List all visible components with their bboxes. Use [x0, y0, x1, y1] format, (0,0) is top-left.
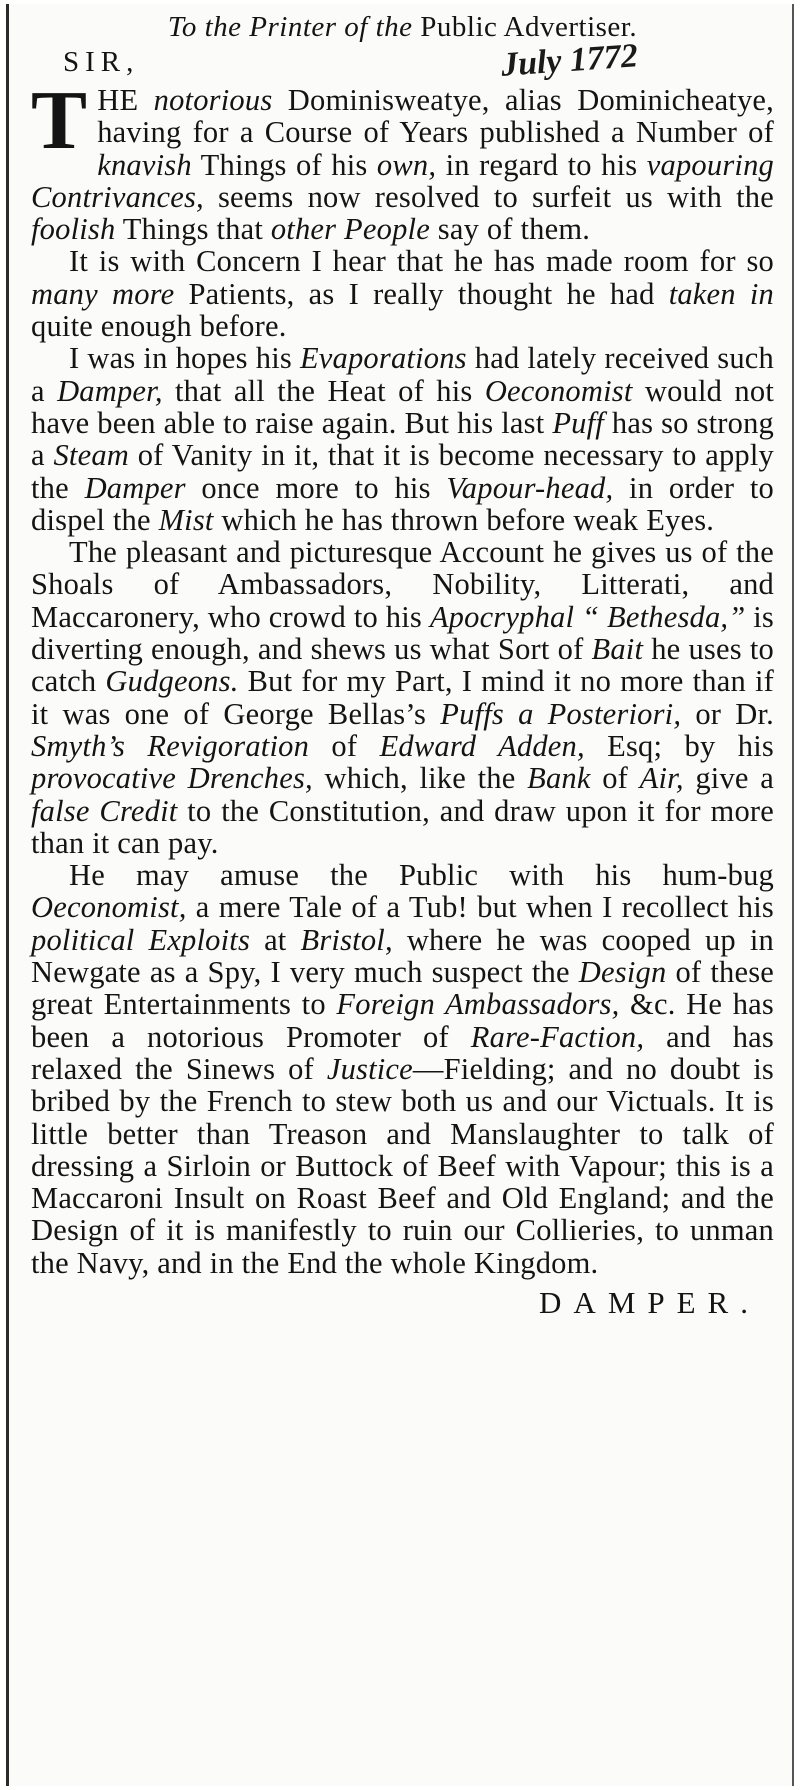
- text-run: seems now resolved to surfeit us with the: [203, 179, 774, 214]
- paragraph: [31, 859, 774, 1279]
- paragraph: [31, 74, 774, 247]
- italic-text: Apocryphal “ Bethesda,”: [429, 599, 746, 634]
- text-run: at: [250, 922, 301, 957]
- signature: DAMPER.: [539, 1284, 760, 1320]
- text-run: in order to dispel the: [31, 470, 774, 537]
- text-run: Things that: [115, 212, 271, 247]
- text-run: of these great Entertainments to: [31, 955, 775, 1022]
- text-run: say of them.: [429, 212, 591, 247]
- italic-text: taken in: [668, 276, 774, 311]
- italic-text: Oeconomist: [484, 373, 633, 408]
- italic-text: Damper: [84, 470, 186, 505]
- italic-text: Bristol,: [300, 922, 393, 957]
- text-run: &c. He has been a notorious Promoter of: [31, 987, 774, 1054]
- text-run: or Dr.: [681, 696, 774, 731]
- italic-text: Bank: [527, 761, 591, 796]
- text-run: He may amuse the Public with his hum-bug: [69, 858, 774, 893]
- text-run: Dominisweatye, alias Dominicheatye, having for a Course of Years published a Number of: [97, 83, 774, 150]
- paragraph: [31, 245, 774, 342]
- italic-text: Smyth’s Revigoration: [31, 728, 310, 763]
- italic-text: Air,: [639, 761, 684, 796]
- salutation: SIR,: [63, 46, 140, 78]
- text-run: I was in hopes his: [69, 341, 300, 376]
- text-run: had lately received such a: [31, 341, 774, 408]
- handwritten-date: July 1772: [499, 37, 640, 84]
- text-run: HE: [97, 83, 154, 117]
- italic-text: foolish: [31, 212, 116, 247]
- italic-text: Design: [578, 955, 667, 990]
- text-run: of: [590, 761, 640, 796]
- text-run: The pleasant and picturesque Account he gives us of the Shoals of Ambassadors, Nobility, Litterati, and Maccaronery, who crowd to his: [31, 535, 774, 634]
- italic-text: Bait: [591, 632, 644, 667]
- italic-text: political Exploits: [31, 922, 251, 957]
- text-run: where he was cooped up in Newgate as a Spy, I very much suspect the: [31, 922, 774, 990]
- text-run: to the Constitution, and draw upon it for more than it can pay.: [31, 793, 774, 860]
- italic-text: Puffs a Posteriori,: [440, 696, 682, 731]
- text-run: of Vanity in it, that it is become necessary to apply the: [31, 438, 775, 505]
- italic-text: Foreign Ambassadors,: [336, 987, 620, 1022]
- italic-text: Justice: [326, 1051, 413, 1086]
- italic-text: vapouring Contrivances,: [31, 147, 774, 214]
- text-run: of: [309, 728, 380, 763]
- italic-text: Edward Adden,: [379, 728, 585, 763]
- italic-text: false Credit: [31, 793, 178, 828]
- header-addressee: To the Printer of the: [167, 11, 413, 43]
- text-run: Esq; by his: [584, 728, 774, 763]
- text-run: that all the Heat of his: [162, 373, 485, 408]
- text-run: once more to his: [185, 470, 447, 505]
- text-run: which, like the: [312, 761, 528, 796]
- paragraph: [31, 342, 774, 536]
- italic-text: Rare-Faction,: [470, 1019, 645, 1054]
- text-run: he uses to catch: [31, 632, 774, 699]
- text-run: It is with Concern I hear that he has made room for so: [69, 244, 774, 279]
- italic-text: Mist: [158, 502, 214, 537]
- letter-header: [31, 10, 774, 44]
- italic-text: knavish: [97, 147, 192, 182]
- text-run: But for my Part, I mind it no more than if it was one of George Bellas’s: [31, 664, 774, 731]
- text-run: and has relaxed the Sinews of: [31, 1019, 774, 1086]
- text-run: in regard to his: [436, 147, 647, 182]
- italic-text: Puff: [552, 405, 604, 440]
- salutation-row: [31, 37, 774, 84]
- newspaper-clipping: [6, 4, 794, 1786]
- header-newspaper-name: Public Advertiser.: [420, 11, 638, 43]
- italic-text: Damper,: [57, 373, 163, 408]
- text-run: quite enough before.: [31, 309, 287, 344]
- text-run: give a: [683, 761, 775, 796]
- italic-text: many more: [31, 276, 175, 311]
- drop-cap: T: [31, 74, 88, 167]
- text-run: Patients, as I really thought he had: [174, 276, 669, 311]
- text-run: a mere Tale of a Tub! but when I recollect his: [186, 890, 774, 925]
- italic-text: Vapour-head,: [446, 470, 614, 505]
- italic-text: own,: [376, 147, 437, 182]
- text-run: would not have been able to raise again. But his last: [31, 373, 774, 440]
- paragraph: [31, 536, 774, 859]
- italic-text: Oeconomist,: [31, 890, 187, 925]
- italic-text: provocative Drenches,: [31, 761, 313, 796]
- italic-text: Steam: [53, 438, 129, 473]
- text-run: —Fielding; and no doubt is bribed by the French to stew both us and our Victuals. It is little better than Treason and Manslaughter to talk of dressing a Sirloin or Buttock of Beef with Vapour; this is a Maccaroni Insult on Roast Beef and Old England; and the Design of it is manifestly to ruin our Collieries, to unman the Navy, and in the End the whole Kingdom.: [31, 1051, 775, 1280]
- text-run: Things of his: [191, 147, 377, 182]
- italic-text: other People: [270, 212, 430, 247]
- italic-text: Evaporations: [299, 341, 467, 376]
- text-run: has so strong a: [31, 405, 774, 473]
- text-run: is diverting enough, and shews us what Sort of: [31, 599, 775, 667]
- letter-body: [31, 74, 775, 1280]
- text-run: which he has thrown before weak Eyes.: [213, 502, 715, 537]
- italic-text: notorious: [153, 83, 273, 117]
- italic-text: Gudgeons.: [105, 664, 239, 699]
